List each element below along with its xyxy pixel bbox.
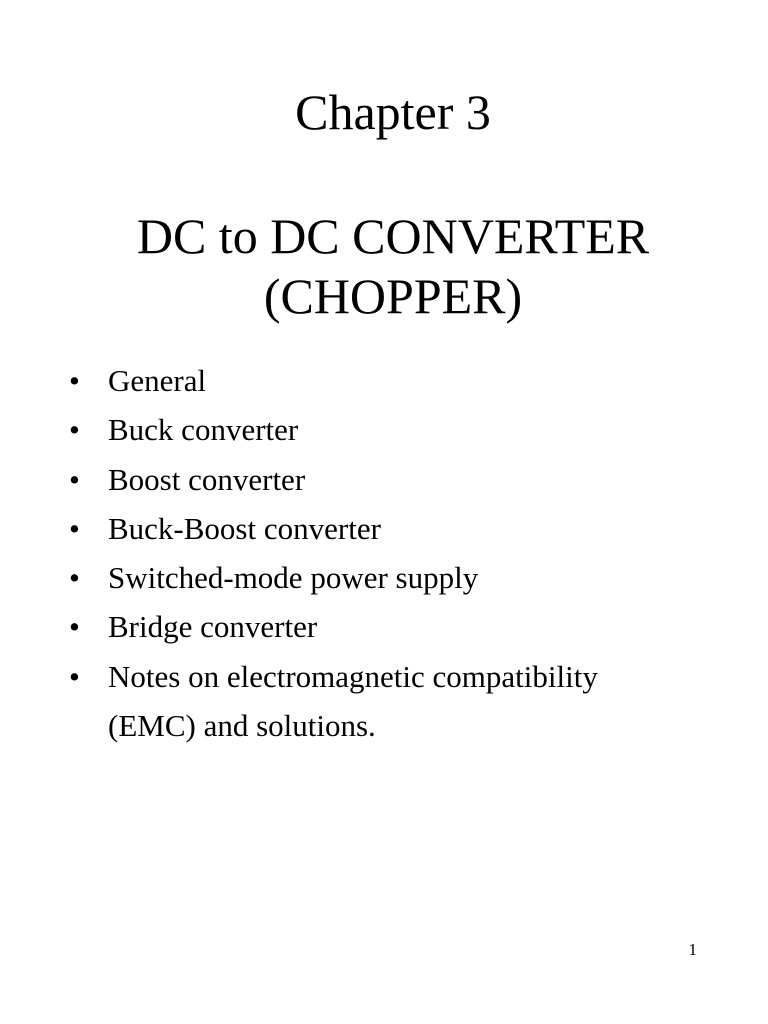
topic-label: Bridge converter (108, 609, 318, 645)
topic-label: General (108, 363, 207, 398)
topic-item-bridge-converter (69, 602, 668, 651)
topic-item-buck-converter (69, 405, 668, 454)
chapter-heading: Chapter 3 (295, 84, 491, 140)
bullet-icon: • (69, 461, 80, 497)
topic-label: Buck converter (108, 412, 299, 448)
topic-item-buck-boost-converter (69, 504, 668, 553)
bullet-icon: • (69, 560, 80, 596)
bullet-icon: • (69, 609, 80, 645)
topic-item-switched-mode-power-supply (69, 553, 668, 602)
topic-label: Buck-Boost converter (108, 510, 381, 546)
bullet-icon: • (69, 658, 80, 694)
topic-label: Notes on electromagnetic compatibility (EMC) and solutions. (108, 658, 598, 744)
slide-title (0, 206, 768, 326)
slide-title-line-1: DC to DC CONVERTER (136, 208, 650, 264)
topic-label: Boost converter (108, 461, 306, 497)
topic-item-emc-notes (69, 652, 668, 751)
topic-label: Switched-mode power supply (108, 560, 479, 596)
bullet-icon: • (69, 412, 80, 448)
bullet-icon: • (69, 363, 80, 398)
topic-item-boost-converter (69, 455, 668, 504)
topic-item-general (69, 356, 668, 405)
bullet-icon: • (69, 510, 80, 546)
slide-title-line-2: (CHOPPER) (263, 268, 523, 324)
page-number: 1 (688, 940, 697, 959)
topic-list (69, 356, 668, 750)
